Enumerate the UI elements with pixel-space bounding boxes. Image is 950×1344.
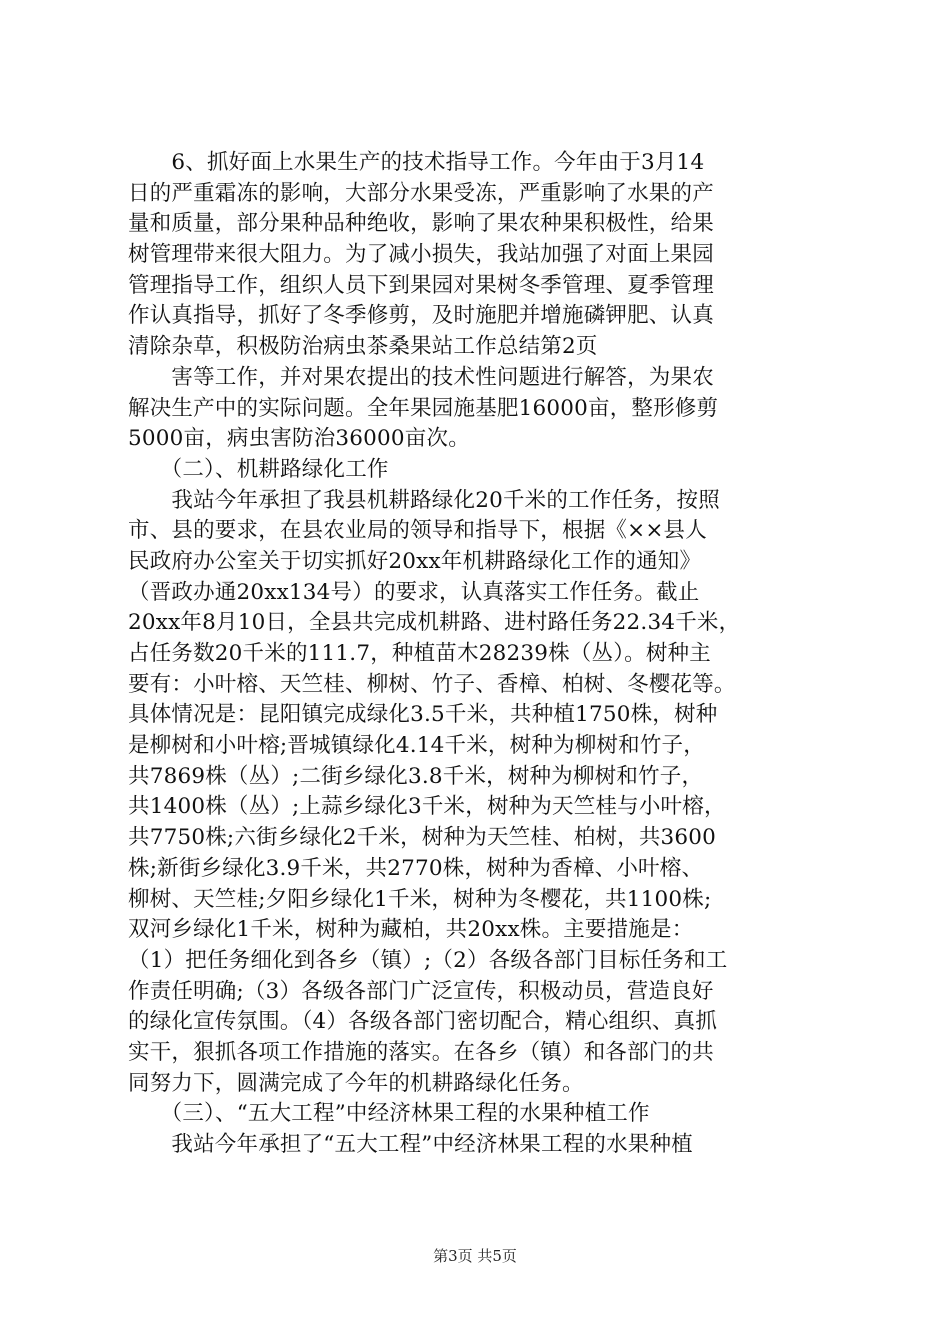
text-line: 树管理带来很大阻力。为了减小损失，我站加强了对面上果园 [128, 242, 714, 268]
text-line: 管理指导工作，组织人员下到果园对果树冬季管理、夏季管理 [128, 272, 714, 298]
document-body [128, 148, 828, 1161]
text-line: 6、抓好面上水果生产的技术指导工作。今年由于3月14 [128, 150, 705, 175]
text-line: 的绿化宣传氛围。（4）各级各部门密切配合，精心组织、真抓 [128, 1009, 718, 1035]
text-line: 日的严重霜冻的影响，大部分水果受冻，严重影响了水果的产 [128, 180, 714, 206]
section-heading: （二）、机耕路绿化工作 [128, 456, 389, 482]
section-heading: （三）、“五大工程”中经济林果工程的水果种植工作 [128, 1101, 650, 1127]
text-line: 共7869株（丛）;二街乡绿化3.8千米，树种为柳树和竹子， [128, 763, 704, 789]
text-line: 民政府办公室关于切实抓好20xx年机耕路绿化工作的通知》 [128, 548, 702, 574]
text-line: 清除杂草，积极防治病虫茶桑果站工作总结第2页 [128, 334, 598, 360]
text-line: 株;新街乡绿化3.9千米，共2770株，树种为香樟、小叶榕、 [128, 855, 704, 881]
text-line: 占任务数20千米的111.7，种植苗木28239株（丛）。树种主 [128, 641, 711, 666]
text-line: 双河乡绿化1千米，树种为藏柏，共20xx株。主要措施是： [128, 917, 694, 943]
text-line: 共1400株（丛）;上蒜乡绿化3千米，树种为天竺桂与小叶榕， [128, 794, 726, 820]
text-line: 5000亩，病虫害防治36000亩次。 [128, 426, 470, 452]
text-line: 具体情况是：昆阳镇完成绿化3.5千米，共种植1750株，树种 [128, 702, 718, 728]
text-line: 害等工作，并对果农提出的技术性问题进行解答，为果农 [128, 364, 714, 390]
text-line: 同努力下，圆满完成了今年的机耕路绿化任务。 [128, 1070, 584, 1096]
text-line: 量和质量，部分果种品种绝收，影响了果农种果积极性，给果 [128, 211, 714, 237]
text-line: （1）把任务细化到各乡（镇）;（2）各级各部门目标任务和工 [128, 947, 728, 973]
text-line: 作责任明确;（3）各级各部门广泛宣传，积极动员，营造良好 [128, 978, 714, 1004]
text-line: 市、县的要求，在县农业局的领导和指导下，根据《××县人 [128, 518, 707, 544]
text-line: 共7750株;六街乡绿化2千米，树种为天竺桂、柏树，共3600 [128, 825, 717, 851]
text-line: 20xx年8月10日，全县共完成机耕路、进村路任务22.34千米， [128, 610, 741, 636]
text-line: 柳树、天竺桂;夕阳乡绿化1千米，树种为冬樱花，共1100株; [128, 886, 712, 912]
text-line: 我站今年承担了“五大工程”中经济林果工程的水果种植 [128, 1132, 693, 1157]
text-line: （晋政办通20xx134号）的要求，认真落实工作任务。截止 [128, 579, 700, 605]
text-line: 作认真指导，抓好了冬季修剪，及时施肥并增施磷钾肥、认真 [128, 303, 714, 329]
text-line: 要有：小叶榕、天竺桂、柳树、竹子、香樟、柏树、冬樱花等。 [128, 671, 736, 697]
text-line: 我站今年承担了我县机耕路绿化20千米的工作任务，按照 [128, 487, 720, 513]
text-line: 实干，狠抓各项工作措施的落实。在各乡（镇）和各部门的共 [128, 1039, 714, 1065]
text-line: 是柳树和小叶榕;晋城镇绿化4.14千米，树种为柳树和竹子， [128, 733, 705, 759]
page-footer: 第3页 共5页 [433, 1247, 517, 1265]
text-line: 解决生产中的实际问题。全年果园施基肥16000亩，整形修剪 [128, 395, 719, 421]
